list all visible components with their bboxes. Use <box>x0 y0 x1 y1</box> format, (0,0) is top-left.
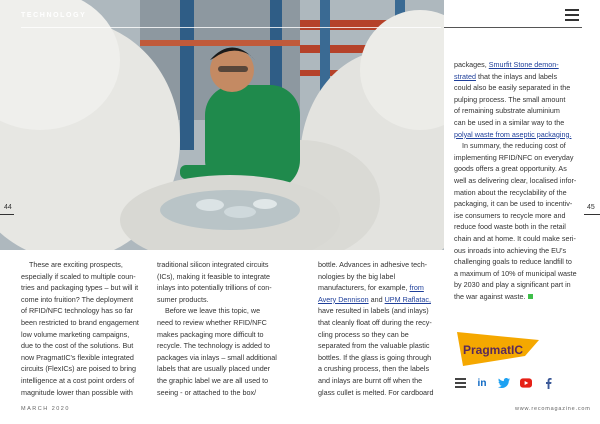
text-line: a crushing process, then the labels <box>318 364 430 374</box>
text-line: have resulted in labels (and inlays) <box>318 306 429 316</box>
page-marker-right <box>584 214 600 215</box>
text-line: reduce food waste both in the retail <box>454 222 566 232</box>
end-mark-icon <box>528 294 533 299</box>
text-line: cling process so they can be <box>318 329 409 339</box>
text-line: now PragmatIC's flexible integrated <box>21 352 134 362</box>
text-line: packaging, it can be used to incentiv- <box>454 199 573 209</box>
text-line: well as delivering clear, localised infor- <box>454 175 577 185</box>
text-line: implementing RFID/NFC on everyday <box>454 152 574 162</box>
text-line: of remaining substrate aluminium <box>454 106 560 116</box>
text-line: seeing - or attached to the box/ <box>157 387 257 397</box>
text-line: the graphic label we are all used to <box>157 375 269 385</box>
header-divider-right <box>444 27 582 28</box>
linkedin-icon[interactable]: in <box>477 377 487 389</box>
text-line: the war against waste. <box>454 291 580 303</box>
text-line: manufacturers, for example, from <box>318 283 424 293</box>
text-line: magnitude lower than possible with <box>21 387 133 397</box>
text-line: makes packaging more difficult to <box>157 329 264 339</box>
text-line: of RFID/NFC technology has so far <box>21 306 133 316</box>
text-line: goods offers a great opportunity. As <box>454 164 567 174</box>
text-line: a maximum of 10% of municipal waste <box>454 268 577 278</box>
text-line: recycle. The technology is added to <box>157 341 270 351</box>
text-line: strated that the inlays and labels <box>454 71 558 81</box>
pragmatic-logo <box>455 326 541 368</box>
text-line: circuits (FlexICs) are poised to bring <box>21 364 137 374</box>
text-line: tries and packaging types – but will it <box>21 283 139 293</box>
hero-photo <box>0 0 444 250</box>
issue-date: MARCH 2020 <box>21 406 70 412</box>
website-link[interactable]: www.recomagazine.com <box>515 406 591 412</box>
share-icon[interactable] <box>454 377 466 389</box>
text-line: intelligence at a cost point orders of <box>21 375 135 385</box>
text-column-1 <box>21 259 144 398</box>
text-line: (ICs), making it feasible to integrate <box>157 271 271 281</box>
section-label: TECHNOLOGY <box>21 12 87 19</box>
text-line: bottle. Advances in adhesive tech- <box>318 260 428 269</box>
text-line: can be used in a similar way to the <box>454 117 565 127</box>
svg-text:PragmatIC: PragmatIC <box>463 343 524 357</box>
header-divider <box>21 27 441 28</box>
text-column-4 <box>454 59 580 302</box>
text-line: separated from the valuable plastic <box>318 341 430 351</box>
text-line: could also be easily separated in the <box>454 83 571 93</box>
text-column-3 <box>318 259 441 398</box>
page-number-left: 44 <box>4 204 12 211</box>
text-line: In summary, the reducing cost of <box>462 141 566 151</box>
text-line: packages via inlays – small additional <box>157 352 277 362</box>
text-column-2 <box>157 259 280 398</box>
text-line: labels that are usually placed under <box>157 364 271 374</box>
social-bar <box>454 377 554 389</box>
text-line: nologies by the big label <box>318 271 396 281</box>
text-line <box>454 129 580 141</box>
text-line: sumer products. <box>157 294 209 304</box>
text-line: that cleanly float off during the recy- <box>318 317 432 327</box>
text-line: bottles. If the glass is going through <box>318 352 432 362</box>
link-polyal-waste[interactable]: polyal waste from aseptic packaging. <box>454 129 572 139</box>
text-line: packages, Smurfit Stone demon- <box>454 60 559 69</box>
text-line: come into fruition? The deployment <box>21 294 134 304</box>
text-line: and inlays are burnt off when the <box>318 375 423 385</box>
text-line: especially if scaled to multiple coun- <box>21 271 136 281</box>
facebook-icon[interactable] <box>542 377 554 389</box>
text-line: mation about the recyclability of the <box>454 187 567 197</box>
link-from[interactable]: from <box>409 283 424 293</box>
youtube-icon[interactable] <box>520 377 532 389</box>
text-line: traditional silicon integrated circuits <box>157 260 269 269</box>
text-line: glass cullet is melted. For cardboard <box>318 387 434 397</box>
text-line: chain and at home. It could make seri- <box>454 233 576 243</box>
link-upm-raflatac[interactable]: UPM Raflatac, <box>384 294 431 304</box>
text-line: ous inroads into achieving the EU's <box>454 245 567 255</box>
text-line: challenging goals to reduce landfill to <box>454 257 572 267</box>
link-smurfit-stone[interactable]: Smurfit Stone demon- <box>488 60 559 69</box>
text-line: Before we leave this topic, we <box>165 306 261 316</box>
page-marker-left <box>0 214 14 215</box>
link-demonstrated[interactable]: strated <box>454 71 476 81</box>
text-line: need to review whether RFID/NFC <box>157 317 267 327</box>
text-line: by 2030 and play a significant part in <box>454 280 571 290</box>
twitter-icon[interactable] <box>498 377 510 389</box>
text-line: ise consumers to recycle more and <box>454 210 566 220</box>
text-line: Avery Dennison and UPM Raflatac, <box>318 294 431 304</box>
text-line: low volume marketing campaigns, <box>21 329 130 339</box>
hamburger-menu-icon[interactable] <box>565 9 579 21</box>
text-line: pulping process. The small amount <box>454 94 566 104</box>
text-line: been restricted to brand engagement <box>21 317 139 327</box>
text-line: These are exciting prospects, <box>29 260 123 269</box>
link-avery-dennison[interactable]: Avery Dennison <box>318 294 369 304</box>
text-line: due to the cost of the solutions. But <box>21 341 134 351</box>
text-line: inlays into potentially trillions of con- <box>157 283 272 293</box>
page-number-right: 45 <box>587 204 595 211</box>
recycling-facility-illustration <box>0 0 444 250</box>
